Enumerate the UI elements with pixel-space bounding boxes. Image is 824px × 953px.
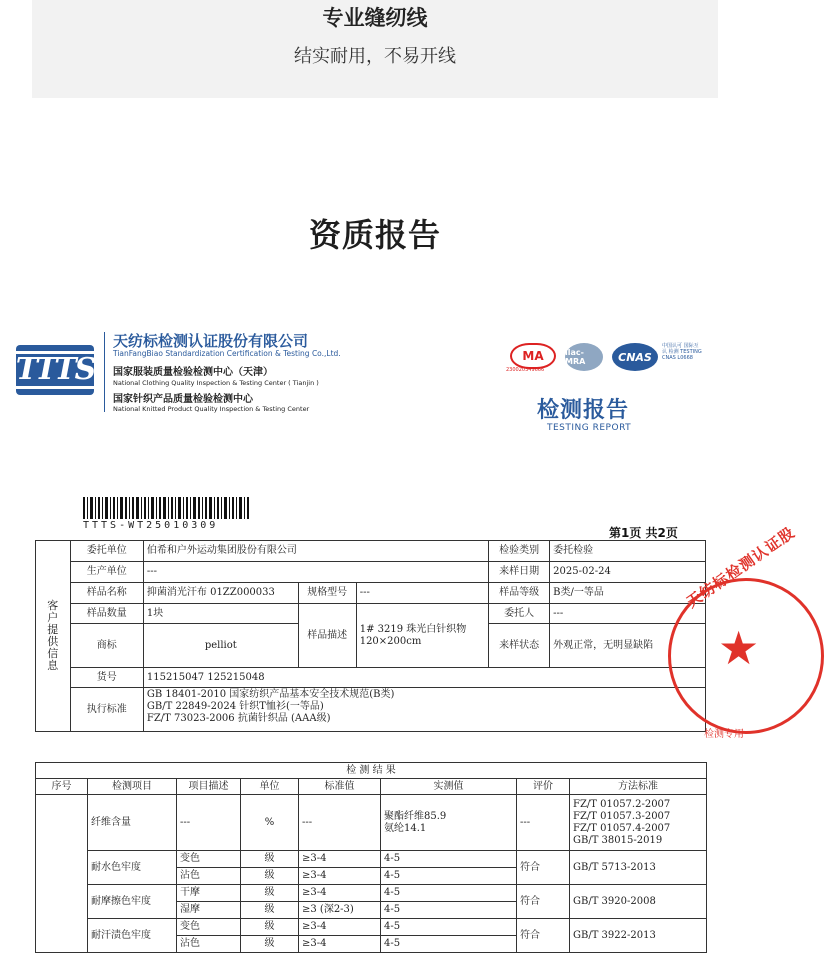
test-method: GB/T 3920-2008 [570, 885, 707, 919]
entrust-value: --- [550, 604, 706, 624]
grade-value: B类/一等品 [550, 583, 706, 604]
spec-label: 规格型号 [298, 583, 356, 604]
test-eval: 符合 [517, 851, 570, 885]
report-title: 检测报告 [537, 398, 630, 423]
column-header: 评价 [517, 779, 570, 795]
inspection-type-label: 检验类别 [489, 541, 550, 562]
test-unit: 级 [241, 919, 299, 936]
test-value [381, 795, 517, 851]
test-method [570, 795, 707, 851]
standard-item: FZ/T 73023-2006 抗菌针织品 (AAA级) [146, 713, 331, 724]
column-header: 项目描述 [177, 779, 241, 795]
test-unit: 级 [241, 936, 299, 953]
page-info: 第1页 共2页 [609, 526, 678, 540]
test-std: ≥3-4 [299, 868, 381, 885]
company-name: 天纺标检测认证股份有限公司 [113, 332, 309, 350]
test-unit: % [241, 795, 299, 851]
divider [104, 332, 105, 412]
standard-item: GB 18401-2010 国家纺织产品基本安全技术规范(B类) [146, 689, 395, 700]
table-row [36, 885, 707, 902]
method-line: FZ/T 01057.4-2007 [573, 822, 671, 834]
brand-value: pelliot [143, 624, 298, 668]
column-header: 单位 [241, 779, 299, 795]
brand-label: 商标 [70, 624, 143, 668]
test-unit: 级 [241, 868, 299, 885]
method-line: FZ/T 01057.3-2007 [573, 810, 671, 822]
test-desc: 变色 [177, 919, 241, 936]
grade-label: 样品等级 [489, 583, 550, 604]
cnas-caption: 中国认可 国际互认 检测 TESTING CNAS L0668 [662, 343, 702, 361]
center-name-1-en: National Clothing Quality Inspection & Testing Center ( Tianjin ) [113, 379, 319, 387]
cma-number: 230020349666 [506, 367, 545, 373]
test-value: 4-5 [381, 902, 517, 919]
column-header: 实测值 [381, 779, 517, 795]
column-header: 检测项目 [88, 779, 177, 795]
test-eval: --- [517, 795, 570, 851]
center-name-1: 国家服装质量检验检测中心（天津） [113, 367, 273, 378]
column-header: 序号 [36, 779, 88, 795]
ilac-mra-logo: ilac-MRA [565, 343, 603, 371]
results-table [35, 762, 707, 953]
cnas-logo: CNAS [612, 343, 658, 371]
center-name-2: 国家针织产品质量检验检测中心 [113, 394, 253, 405]
method-line: FZ/T 01057.2-2007 [573, 798, 671, 810]
test-desc: 变色 [177, 851, 241, 868]
client-info-table [35, 540, 706, 732]
test-std: --- [299, 795, 381, 851]
test-std: ≥3-4 [299, 885, 381, 902]
quantity-value: 1块 [143, 604, 298, 624]
test-std: ≥3 (深2-3) [299, 902, 381, 919]
test-method: GB/T 5713-2013 [570, 851, 707, 885]
ttts-logo: TTTS [16, 345, 94, 395]
column-header: 方法标准 [570, 779, 707, 795]
test-unit: 级 [241, 851, 299, 868]
measured-line: 氨纶14.1 [384, 822, 427, 834]
entrust-label: 委托人 [489, 604, 550, 624]
maker-label: 生产单位 [70, 562, 143, 583]
test-item: 纤维含量 [88, 795, 177, 851]
item-no-value: 115215047 125215048 [143, 668, 705, 688]
method-line: GB/T 38015-2019 [573, 834, 663, 846]
test-desc: 干摩 [177, 885, 241, 902]
test-value: 4-5 [381, 868, 517, 885]
table-row [36, 919, 707, 936]
test-unit: 级 [241, 902, 299, 919]
test-desc: --- [177, 795, 241, 851]
test-desc: 沾色 [177, 936, 241, 953]
test-std: ≥3-4 [299, 936, 381, 953]
column-header: 标准值 [299, 779, 381, 795]
test-value: 4-5 [381, 851, 517, 868]
section-title: 资质报告 [308, 216, 441, 254]
spec-value: --- [356, 583, 488, 604]
test-item: 耐摩擦色牢度 [88, 885, 177, 919]
report-number: TTTS-WT25010309 [83, 520, 219, 531]
barcode [83, 497, 251, 519]
test-value: 4-5 [381, 919, 517, 936]
company-name-en: TianFangBiao Standardization Certification & Testing Co.,Ltd. [113, 349, 341, 358]
client-value: 伯希和户外运动集团股份有限公司 [143, 541, 488, 562]
results-title: 检 测 结 果 [36, 763, 707, 779]
center-name-2-en: National Knitted Product Quality Inspection & Testing Center [113, 405, 310, 413]
description-value: 1# 3219 珠光白针织物120×200cm [356, 604, 488, 668]
test-value: 4-5 [381, 936, 517, 953]
client-label: 委托单位 [70, 541, 143, 562]
test-item: 耐汗渍色牢度 [88, 919, 177, 953]
test-value: 4-5 [381, 885, 517, 902]
measured-line: 聚酯纤维85.9 [384, 810, 447, 822]
feature-subtitle: 结实耐用，不易开线 [294, 46, 456, 67]
table-row [36, 851, 707, 868]
seal-text: 天纺标检测认证股 [683, 523, 799, 612]
state-value: 外观正常，无明显缺陷 [550, 624, 706, 668]
test-desc: 湿摩 [177, 902, 241, 919]
sample-date-label: 来样日期 [489, 562, 550, 583]
description-label: 样品描述 [298, 604, 356, 668]
maker-value: --- [143, 562, 488, 583]
sample-date-value: 2025-02-24 [550, 562, 706, 583]
sample-name-value: 抑菌消光汗布 01ZZ000033 [143, 583, 298, 604]
test-item: 耐水色牢度 [88, 851, 177, 885]
test-unit: 级 [241, 885, 299, 902]
star-icon: ★ [718, 621, 760, 675]
standard-item: GB/T 22849-2024 针织T恤衫(一等品) [146, 701, 324, 712]
report-title-en: TESTING REPORT [547, 423, 632, 433]
table-row [36, 795, 707, 851]
sample-name-label: 样品名称 [70, 583, 143, 604]
seal-subtext: 检测专用 [704, 729, 744, 740]
quantity-label: 样品数量 [70, 604, 143, 624]
test-std: ≥3-4 [299, 851, 381, 868]
test-eval: 符合 [517, 919, 570, 953]
inspection-type-value: 委托检验 [550, 541, 706, 562]
standard-label: 执行标准 [70, 688, 143, 732]
test-desc: 沾色 [177, 868, 241, 885]
feature-title: 专业缝纫线 [322, 6, 428, 30]
test-eval: 符合 [517, 885, 570, 919]
state-label: 来样状态 [489, 624, 550, 668]
cma-logo: MA [510, 343, 556, 369]
test-method: GB/T 3922-2013 [570, 919, 707, 953]
standard-list [143, 688, 705, 732]
item-no-label: 货号 [70, 668, 143, 688]
client-info-side-label: 客户提供信息 [36, 541, 71, 732]
test-std: ≥3-4 [299, 919, 381, 936]
